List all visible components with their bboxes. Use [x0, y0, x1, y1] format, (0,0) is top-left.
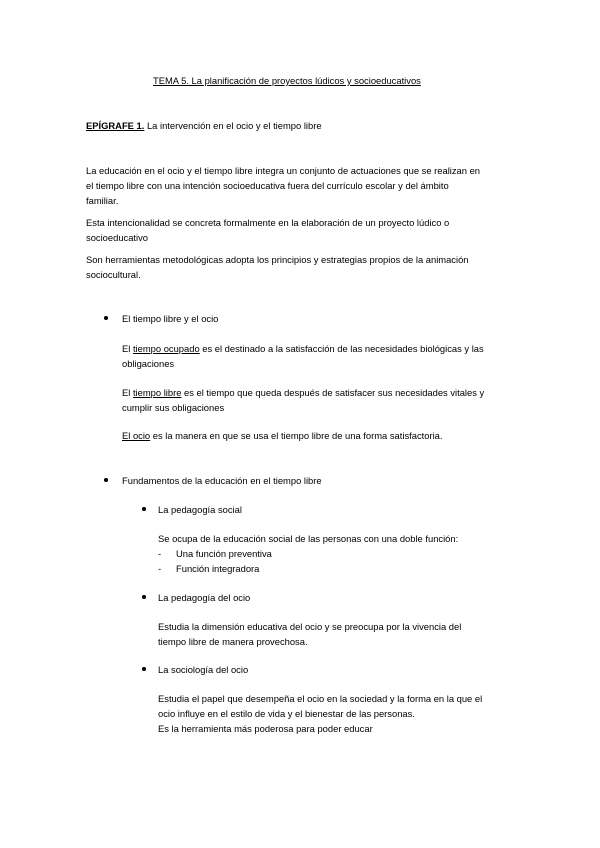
dash-marker: - — [158, 563, 162, 574]
bullet-icon — [104, 316, 108, 320]
definition-line: cumplir sus obligaciones — [122, 402, 225, 413]
intro-line: sociocultural. — [86, 269, 141, 280]
definition-text: es el tiempo que queda después de satisfacer sus necesidades vitales y — [181, 387, 485, 398]
intro-line: el tiempo libre con una intención socioeducativa fuera del currículo escolar y del ámbito — [86, 180, 449, 191]
term-tiempo-ocupado: tiempo ocupado — [132, 343, 200, 354]
epigrafe-label: EPÍGRAFE 1. — [86, 120, 145, 131]
definition-prefix: El — [122, 387, 133, 398]
subsection-text: tiempo libre de manera provechosa. — [158, 636, 308, 647]
epigrafe-heading — [86, 118, 322, 133]
subsection-text: ocio influye en el estilo de vida y el bienestar de las personas. — [158, 708, 415, 719]
definition-line: obligaciones — [122, 358, 175, 369]
subsection-heading: La pedagogía social — [158, 504, 242, 515]
subsection-heading: La sociología del ocio — [158, 664, 249, 675]
subsection-text: Estudia la dimensión educativa del ocio y se preocupa por la vivencia del — [158, 621, 462, 632]
intro-line: familiar. — [86, 195, 119, 206]
section-heading: Fundamentos de la educación en el tiempo libre — [122, 475, 322, 486]
intro-line: La educación en el ocio y el tiempo libre integra un conjunto de actuaciones que se realizan en — [86, 165, 481, 176]
term-ocio: El ocio — [122, 430, 151, 441]
bullet-icon — [142, 667, 146, 671]
definition-ocio — [122, 428, 443, 443]
subsection-text: Es la herramienta más poderosa para poder educar — [158, 723, 373, 734]
bullet-icon — [142, 507, 146, 511]
definition-tiempo-libre — [122, 385, 484, 400]
subsection-text: Estudia el papel que desempeña el ocio en la sociedad y la forma en la que el — [158, 693, 483, 704]
list-item: Una función preventiva — [176, 548, 272, 559]
epigrafe-text: La intervención en el ocio y el tiempo libre — [144, 120, 322, 131]
subsection-heading: La pedagogía del ocio — [158, 592, 251, 603]
page-title: TEMA 5. La planificación de proyectos lúdicos y socioeducativos — [153, 75, 421, 86]
section-heading: El tiempo libre y el ocio — [122, 313, 219, 324]
term-tiempo-libre: tiempo libre — [132, 387, 182, 398]
definition-tiempo-ocupado — [122, 341, 484, 356]
list-item: Función integradora — [176, 563, 260, 574]
definition-text: es la manera en que se usa el tiempo libre de una forma satisfactoria. — [150, 430, 443, 441]
definition-prefix: El — [122, 343, 133, 354]
subsection-text: Se ocupa de la educación social de las personas con una doble función: — [158, 533, 459, 544]
intro-line: Esta intencionalidad se concreta formalmente en la elaboración de un proyecto lúdico o — [86, 217, 450, 228]
bullet-icon — [104, 478, 108, 482]
bullet-icon — [142, 595, 146, 599]
dash-marker: - — [158, 548, 162, 559]
intro-line: Son herramientas metodológicas adopta los principios y estrategias propios de la animación — [86, 254, 469, 265]
intro-line: socioeducativo — [86, 232, 149, 243]
definition-text: es el destinado a la satisfacción de las necesidades biológicas y las — [199, 343, 484, 354]
